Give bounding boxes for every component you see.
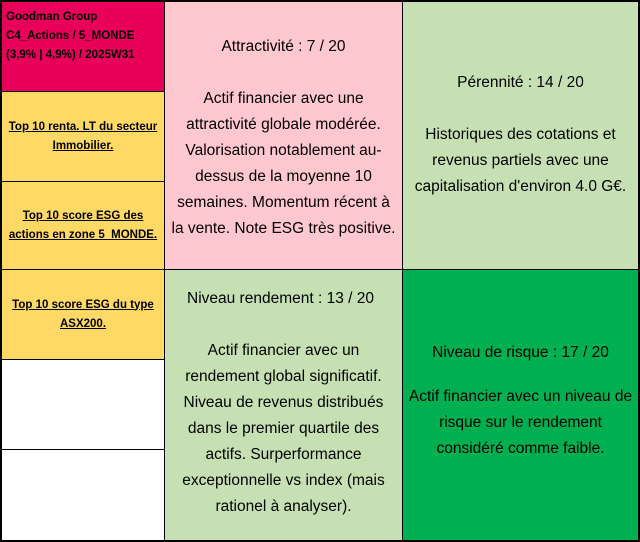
tag-esg-zone: Top 10 score ESG des actions en zone 5_MONDE. <box>8 209 158 241</box>
rendement-score: Niveau rendement : 13 / 20 <box>187 290 374 307</box>
rendement-quadrant <box>165 270 403 540</box>
tag-renta-cell <box>2 92 165 182</box>
rendement-text: Actif financier avec un rendement global significatif. Niveau de revenus distribués dans le premier quartile des actifs. Surperformance exceptionnelle vs index (mais rationel à analyser). <box>182 342 385 515</box>
risque-text: Actif financier avec un niveau de risque sur le rendement considéré comme faible. <box>408 388 633 457</box>
asset-title-cell <box>2 2 165 92</box>
attractivite-text: Actif financier avec une attractivité globale modérée. Valorisation notablement au-dessus de la moyenne 10 semaines. Momentum récent à la vente. Note ESG très positive. <box>171 90 396 237</box>
tag-esg-type: Top 10 score ESG du type ASX200. <box>12 298 154 330</box>
asset-yield-week: (3,9% | 4,9%) / 2025W31 <box>6 49 135 61</box>
asset-category: C4_Actions / 5_MONDE <box>6 30 135 42</box>
perennite-quadrant <box>403 2 638 270</box>
attractivite-score: Attractivité : 7 / 20 <box>221 38 346 55</box>
perennite-score: Pérennité : 14 / 20 <box>457 74 584 91</box>
tag-renta: Top 10 renta. LT du secteur Immobilier. <box>8 120 158 152</box>
perennite-text: Historiques des cotations et revenus partiels avec une capitalisation d'environ 4.0 G€. <box>414 126 627 195</box>
tag-esg-type-cell <box>2 270 165 360</box>
risque-quadrant <box>403 270 638 540</box>
risque-score: Niveau de risque : 17 / 20 <box>432 344 609 361</box>
attractivite-quadrant <box>165 2 403 270</box>
empty-cell-1 <box>2 360 165 450</box>
tag-esg-zone-cell <box>2 182 165 270</box>
asset-name: Goodman Group <box>6 11 98 23</box>
empty-cell-2 <box>2 450 165 540</box>
